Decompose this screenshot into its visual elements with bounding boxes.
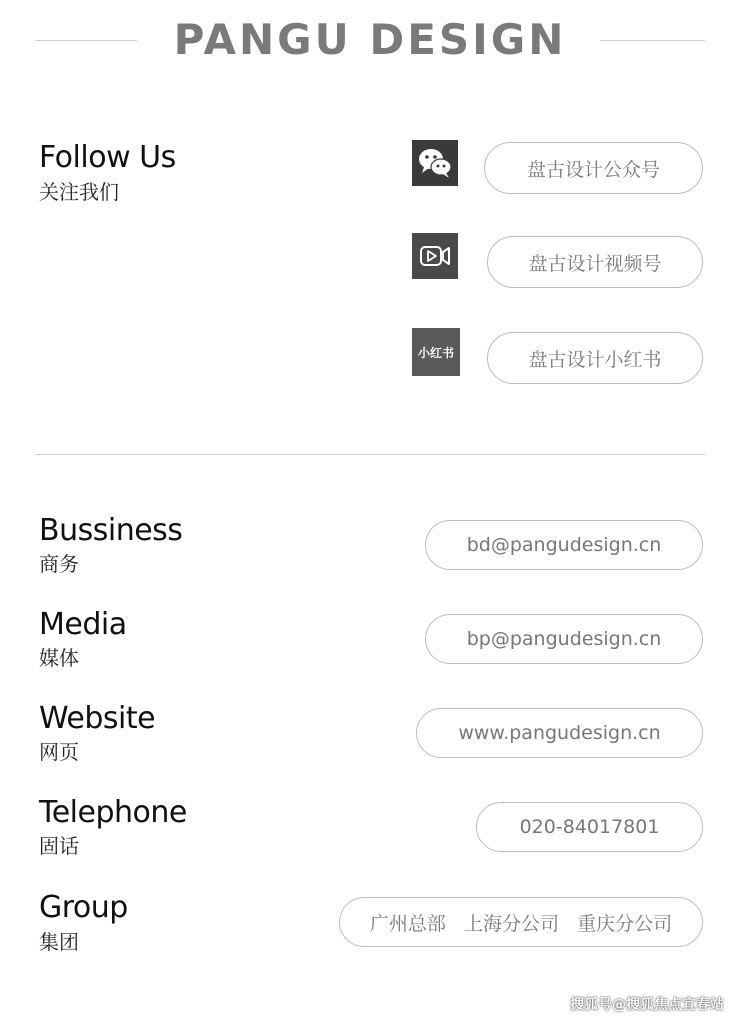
telephone-link[interactable]: 020-84017801 bbox=[476, 802, 703, 852]
video-channel-icon[interactable] bbox=[412, 233, 458, 279]
xiaohongshu-icon[interactable] bbox=[412, 328, 460, 376]
website-title: Website bbox=[39, 701, 156, 736]
xiaohongshu-icon-text: 小红书 bbox=[417, 345, 454, 360]
xiaohongshu-button[interactable]: 盘古设计小红书 bbox=[487, 332, 703, 384]
group-title: Group bbox=[39, 890, 128, 925]
website-link[interactable]: www.pangudesign.cn bbox=[416, 708, 703, 758]
follow-title: Follow Us bbox=[39, 140, 176, 175]
telephone-title: Telephone bbox=[39, 795, 187, 830]
watermark: 搜狐号@搜狐焦点宜春站 bbox=[570, 997, 724, 1013]
website-subtitle: 网页 bbox=[39, 740, 79, 764]
group-offices-button[interactable]: 广州总部 上海分公司 重庆分公司 bbox=[339, 897, 703, 947]
media-subtitle: 媒体 bbox=[39, 646, 79, 670]
business-title: Bussiness bbox=[39, 513, 183, 548]
group-subtitle: 集团 bbox=[39, 930, 79, 954]
media-title: Media bbox=[39, 607, 127, 642]
header-rule-left bbox=[35, 40, 137, 41]
header-rule-right bbox=[600, 40, 705, 41]
telephone-subtitle: 固话 bbox=[39, 834, 79, 858]
media-email-link[interactable]: bp@pangudesign.cn bbox=[425, 614, 703, 664]
follow-subtitle: 关注我们 bbox=[39, 180, 119, 204]
business-email-link[interactable]: bd@pangudesign.cn bbox=[425, 520, 703, 570]
video-channel-button[interactable]: 盘古设计视频号 bbox=[487, 236, 703, 288]
section-divider bbox=[35, 454, 705, 455]
wechat-account-button[interactable]: 盘古设计公众号 bbox=[484, 142, 703, 194]
brand-title: PANGU DESIGN bbox=[173, 15, 567, 64]
business-subtitle: 商务 bbox=[39, 552, 79, 576]
wechat-icon[interactable] bbox=[412, 140, 458, 186]
